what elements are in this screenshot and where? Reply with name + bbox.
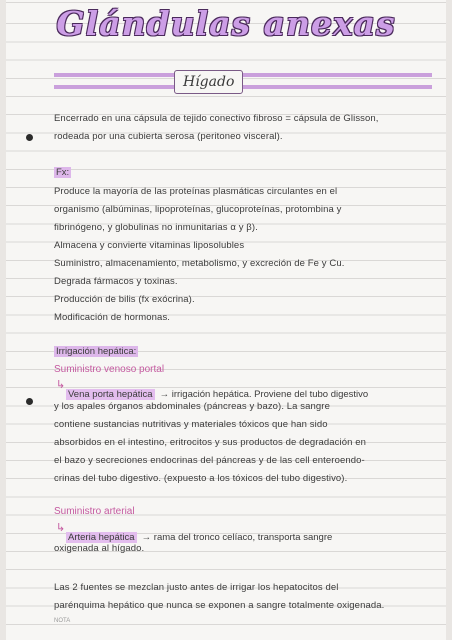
corner-mark: NOTA bbox=[54, 618, 71, 624]
arterial-line: oxigenada al hígado. bbox=[54, 543, 145, 554]
venous-line: absorbidos en el intestino, eritrocitos y sus productos de degradación en bbox=[54, 437, 367, 448]
venous-supply-heading: Suministro venoso portal bbox=[54, 364, 165, 375]
venous-line-first bbox=[66, 382, 368, 401]
fx-line: Degrada fármacos y toxinas. bbox=[54, 276, 178, 287]
fx-line: Almacena y convierte vitaminas liposolubles bbox=[54, 240, 245, 251]
fx-line: Modificación de hormonas. bbox=[54, 312, 171, 323]
venous-line: el bazo y secreciones endocrinas del páncreas y de las cell enteroendo- bbox=[54, 455, 365, 466]
venous-line: → irrigación hepática. Proviene del tubo digestivo bbox=[159, 389, 369, 400]
hepatic-artery-highlight: Arteria hepática bbox=[68, 532, 135, 543]
fx-line: Suministro, almacenamiento, metabolismo, y excreción de Fe y Cu. bbox=[54, 258, 345, 269]
branch-arrow-icon: ↳ bbox=[56, 522, 66, 534]
fx-line: fibrinógeno, y globulinas no inmunitarias α y β). bbox=[54, 222, 258, 233]
venous-line: y los apales órganos abdominales (páncreas y bazo). La sangre bbox=[54, 401, 330, 412]
binder-hole bbox=[26, 134, 33, 141]
section-subtitle: Hígado bbox=[174, 70, 243, 94]
closing-line: parénquima hepático que nunca se exponen a sangre totalmente oxigenada. bbox=[54, 600, 385, 611]
page-title: Glándulas anexas bbox=[56, 4, 396, 43]
irrigation-label: Irrigación hepática: bbox=[56, 346, 137, 357]
fx-line: organismo (albúminas, lipoproteínas, glucoproteínas, protombina y bbox=[54, 204, 342, 215]
arterial-line-first bbox=[66, 525, 332, 544]
arterial-line: → rama del tronco celíaco, transporta sangre bbox=[141, 532, 333, 543]
intro-line: rodeada por una cubierta serosa (peritoneo visceral). bbox=[54, 131, 283, 142]
notebook-page bbox=[6, 0, 446, 640]
closing-line: Las 2 fuentes se mezclan justo antes de irrigar los hepatocitos del bbox=[54, 582, 339, 593]
arterial-supply-heading: Suministro arterial bbox=[54, 506, 135, 517]
binder-hole bbox=[26, 398, 33, 405]
fx-line: Produce la mayoría de las proteínas plasmáticas circulantes en el bbox=[54, 186, 338, 197]
intro-line: Encerrado en una cápsula de tejido conectivo fibroso = cápsula de Glisson, bbox=[54, 113, 379, 124]
branch-arrow-icon: ↳ bbox=[56, 379, 66, 391]
fx-line: Producción de bilis (fx exócrina). bbox=[54, 294, 195, 305]
portal-vein-highlight: Vena porta hepática bbox=[68, 389, 153, 400]
venous-line: crinas del tubo digestivo. (expuesto a los tóxicos del tubo digestivo). bbox=[54, 473, 348, 484]
venous-line: contiene sustancias nutritivas y materiales tóxicos que han sido bbox=[54, 419, 328, 430]
fx-label: Fx: bbox=[56, 167, 70, 178]
